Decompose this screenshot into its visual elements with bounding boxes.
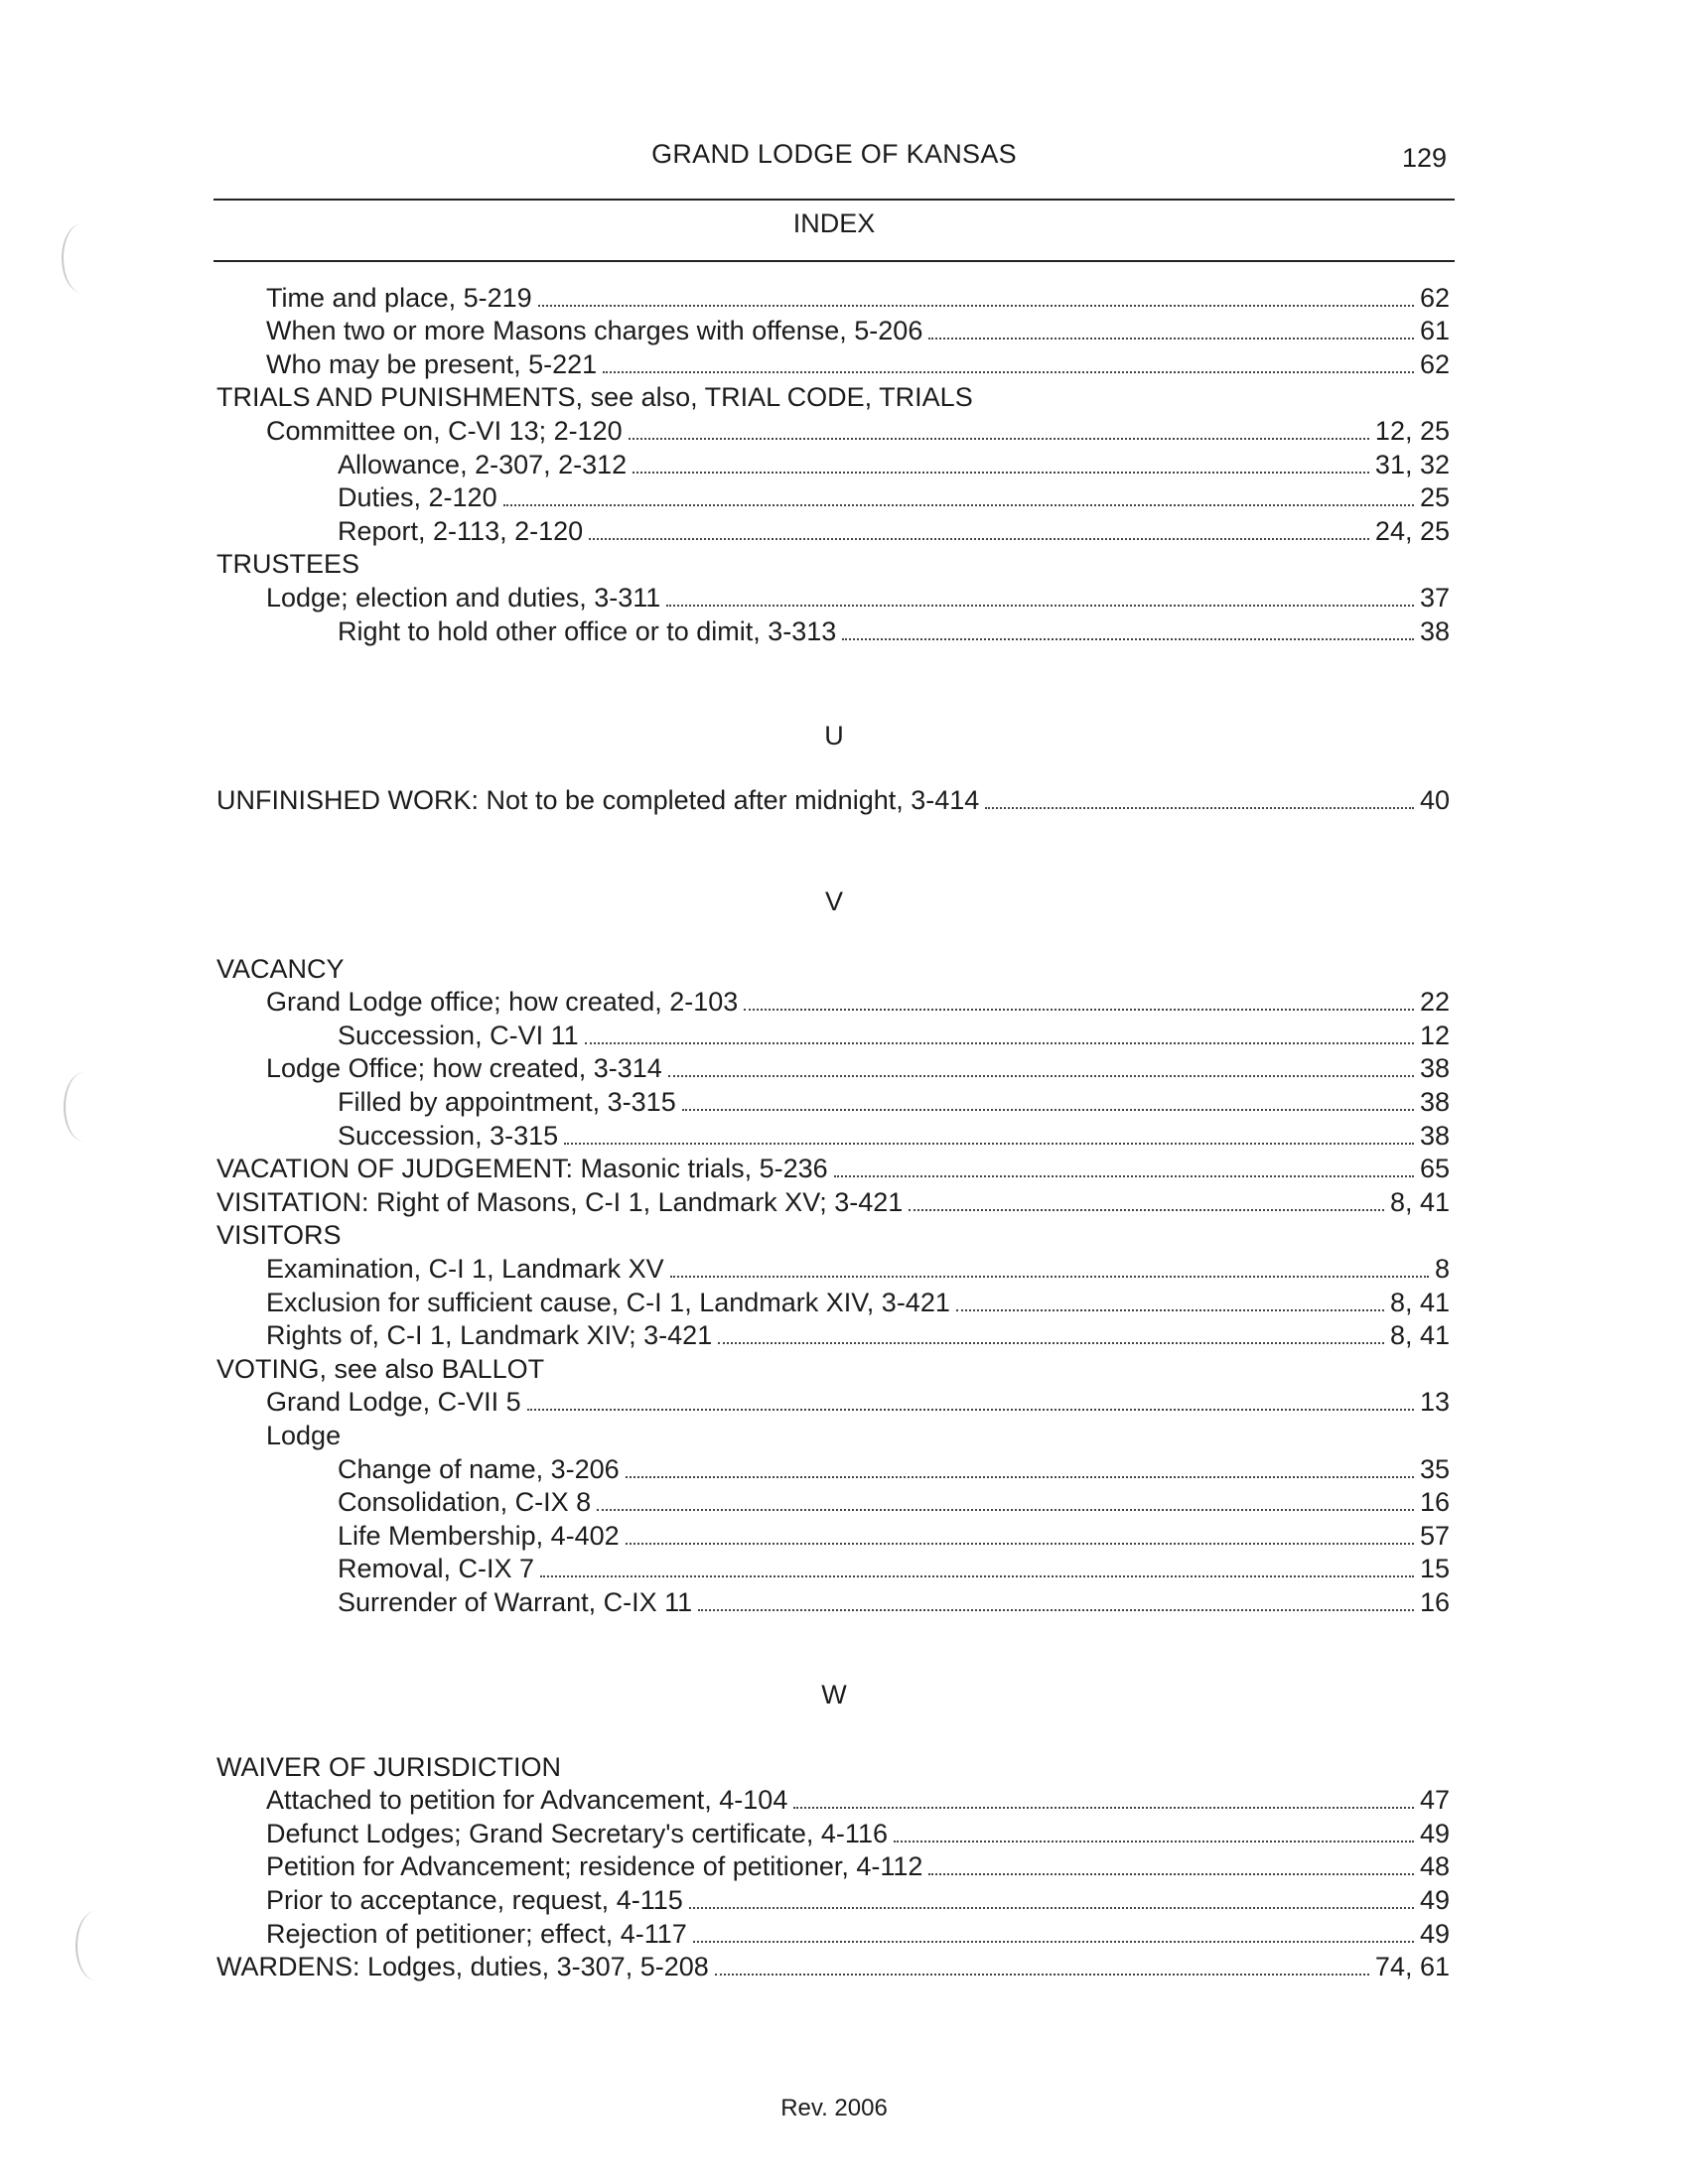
entry-page-ref: 38 xyxy=(1419,1120,1450,1151)
entry-page-ref: 8, 41 xyxy=(1389,1287,1450,1317)
entry-page-ref: 47 xyxy=(1419,1785,1450,1816)
entry-label: Right to hold other office or to dimit, 3-313 xyxy=(338,615,837,646)
index-entry xyxy=(216,1182,1458,1216)
index-entry xyxy=(216,411,1458,445)
index-entry xyxy=(216,1550,1458,1583)
entry-page-ref: 22 xyxy=(1419,987,1450,1018)
entry-page-ref: 65 xyxy=(1419,1154,1450,1184)
entry-page-ref: 38 xyxy=(1419,1053,1450,1084)
entry-page-ref: 74, 61 xyxy=(1374,1952,1450,1982)
page-header xyxy=(213,139,1455,183)
index-entry xyxy=(216,1082,1458,1116)
header-rule xyxy=(213,199,1455,201)
index-entry xyxy=(216,1216,1458,1250)
entry-page-ref: 38 xyxy=(1419,615,1450,646)
dot-leader xyxy=(698,1609,1414,1611)
entry-label: Change of name, 3-206 xyxy=(338,1453,620,1484)
dot-leader xyxy=(842,638,1414,640)
entry-page-ref: 8, 41 xyxy=(1389,1320,1450,1351)
dot-leader xyxy=(956,1309,1384,1311)
dot-leader xyxy=(585,1042,1414,1044)
index-block-v xyxy=(216,949,1458,1616)
header-title: GRAND LODGE OF KANSAS xyxy=(651,139,1017,169)
scan-artifact-mark xyxy=(64,1072,105,1142)
entry-label: Grand Lodge, C-VII 5 xyxy=(266,1387,521,1418)
index-entry xyxy=(216,1116,1458,1150)
letter-heading-w: W xyxy=(821,1680,847,1709)
entry-page-ref: 16 xyxy=(1419,1586,1450,1617)
index-block-u xyxy=(216,780,1458,814)
entry-label: WAIVER OF JURISDICTION xyxy=(216,1751,562,1782)
index-entry xyxy=(216,1880,1458,1914)
entry-label: Exclusion for sufficient cause, C-I 1, Landmark XIV, 3-421 xyxy=(266,1287,950,1317)
dot-leader xyxy=(629,438,1369,440)
index-entry xyxy=(216,1316,1458,1350)
section-rule xyxy=(213,260,1455,262)
entry-label: Consolidation, C-IX 8 xyxy=(338,1487,592,1518)
entry-label: UNFINISHED WORK: Not to be completed after midnight, 3-414 xyxy=(216,784,980,815)
entry-page-ref: 49 xyxy=(1419,1918,1450,1949)
entry-label: Petition for Advancement; residence of petitioner, 4-112 xyxy=(266,1851,923,1882)
dot-leader xyxy=(589,538,1369,540)
index-block-t xyxy=(216,278,1458,645)
entry-label: Prior to acceptance, request, 4-115 xyxy=(266,1884,683,1915)
dot-leader xyxy=(744,1009,1414,1011)
entry-label: Who may be present, 5-221 xyxy=(266,348,598,379)
dot-leader xyxy=(626,1543,1414,1545)
entry-page-ref: 40 xyxy=(1419,784,1450,815)
index-entry xyxy=(216,1847,1458,1881)
index-entry xyxy=(216,511,1458,545)
index-entry xyxy=(216,780,1458,814)
index-entry xyxy=(216,1582,1458,1616)
index-entry xyxy=(216,445,1458,478)
index-entry xyxy=(216,1814,1458,1847)
index-entry xyxy=(216,1349,1458,1383)
entry-page-ref: 62 xyxy=(1419,282,1450,313)
entry-label: Succession, 3-315 xyxy=(338,1120,559,1151)
entry-label: Grand Lodge office; how created, 2-103 xyxy=(266,987,739,1018)
entry-page-ref: 49 xyxy=(1419,1884,1450,1915)
index-entry xyxy=(216,983,1458,1017)
index-entry xyxy=(216,478,1458,512)
entry-label: Report, 2-113, 2-120 xyxy=(338,515,584,546)
dot-leader xyxy=(666,605,1414,607)
index-block-w xyxy=(216,1747,1458,1980)
index-entry xyxy=(216,1383,1458,1417)
index-entry xyxy=(216,1516,1458,1550)
index-entry xyxy=(216,1016,1458,1049)
index-entry xyxy=(216,545,1458,579)
entry-page-ref: 38 xyxy=(1419,1086,1450,1117)
entry-label: Committee on, C-VI 13; 2-120 xyxy=(266,415,623,446)
entry-label: Allowance, 2-307, 2-312 xyxy=(338,449,628,479)
entry-label: Rights of, C-I 1, Landmark XIV; 3-421 xyxy=(266,1320,713,1351)
scan-artifact-mark xyxy=(62,223,103,293)
dot-leader xyxy=(693,1941,1414,1943)
entry-page-ref: 49 xyxy=(1419,1818,1450,1848)
index-entry xyxy=(216,1747,1458,1781)
entry-page-ref: 16 xyxy=(1419,1487,1450,1518)
entry-label: VISITATION: Right of Masons, C-I 1, Landmark XV; 3-421 xyxy=(216,1186,904,1217)
entry-label: Attached to petition for Advancement, 4-104 xyxy=(266,1785,788,1816)
dot-leader xyxy=(527,1409,1414,1411)
entry-page-ref: 13 xyxy=(1419,1387,1450,1418)
entry-label: VACANCY xyxy=(216,953,345,984)
letter-heading-u: U xyxy=(824,721,844,751)
index-entry xyxy=(216,312,1458,345)
entry-page-ref: 25 xyxy=(1419,482,1450,513)
entry-label: Filled by appointment, 3-315 xyxy=(338,1086,676,1117)
entry-label: Defunct Lodges; Grand Secretary's certificate, 4-116 xyxy=(266,1818,888,1848)
section-title: INDEX xyxy=(792,208,876,238)
dot-leader xyxy=(670,1276,1429,1278)
index-entry xyxy=(216,378,1458,412)
page-number: 129 xyxy=(1401,143,1447,173)
entry-label: VACATION OF JUDGEMENT: Masonic trials, 5-236 xyxy=(216,1154,828,1184)
dot-leader xyxy=(503,504,1414,506)
dot-leader xyxy=(928,1873,1414,1875)
dot-leader xyxy=(793,1807,1414,1809)
index-entry xyxy=(216,1416,1458,1449)
dot-leader xyxy=(540,1575,1414,1577)
dot-leader xyxy=(928,338,1414,340)
index-entry xyxy=(216,949,1458,983)
dot-leader xyxy=(633,472,1369,474)
dot-leader xyxy=(626,1476,1414,1478)
entry-page-ref: 62 xyxy=(1419,348,1450,379)
entry-label: Time and place, 5-219 xyxy=(266,282,532,313)
index-entry xyxy=(216,1150,1458,1183)
entry-label: WARDENS: Lodges, duties, 3-307, 5-208 xyxy=(216,1952,709,1982)
entry-label: VISITORS xyxy=(216,1220,342,1251)
index-entry xyxy=(216,1049,1458,1083)
dot-leader xyxy=(834,1175,1414,1177)
dot-leader xyxy=(909,1209,1384,1211)
entry-label: Lodge Office; how created, 3-314 xyxy=(266,1053,662,1084)
index-entry xyxy=(216,278,1458,312)
dot-leader xyxy=(718,1342,1384,1344)
entry-page-ref: 8, 41 xyxy=(1389,1186,1450,1217)
entry-label: Rejection of petitioner; effect, 4-117 xyxy=(266,1918,687,1949)
dot-leader xyxy=(985,807,1414,809)
entry-page-ref: 57 xyxy=(1419,1520,1450,1551)
revision-footer: Rev. 2006 xyxy=(780,2095,888,2121)
index-entry xyxy=(216,1449,1458,1483)
entry-label: Life Membership, 4-402 xyxy=(338,1520,620,1551)
entry-label: Lodge; election and duties, 3-311 xyxy=(266,582,661,613)
dot-leader xyxy=(597,1509,1414,1511)
entry-label: Duties, 2-120 xyxy=(338,482,497,513)
entry-page-ref: 35 xyxy=(1419,1453,1450,1484)
dot-leader xyxy=(603,371,1414,373)
entry-label: Succession, C-VI 11 xyxy=(338,1020,579,1050)
index-entry xyxy=(216,1914,1458,1948)
dot-leader xyxy=(715,1974,1369,1976)
dot-leader xyxy=(682,1109,1414,1111)
dot-leader xyxy=(668,1075,1414,1077)
index-entry xyxy=(216,344,1458,378)
entry-page-ref: 8 xyxy=(1434,1253,1450,1284)
index-entry xyxy=(216,1483,1458,1517)
entry-page-ref: 48 xyxy=(1419,1851,1450,1882)
index-entry xyxy=(216,1249,1458,1283)
letter-heading-v: V xyxy=(824,887,843,916)
entry-page-ref: 12, 25 xyxy=(1374,415,1450,446)
scan-artifact-mark xyxy=(75,1911,117,1980)
entry-label: Removal, C-IX 7 xyxy=(338,1554,535,1584)
dot-leader xyxy=(564,1143,1414,1145)
entry-page-ref: 61 xyxy=(1419,316,1450,346)
index-entry xyxy=(216,612,1458,645)
entry-label: VOTING, see also BALLOT xyxy=(216,1353,545,1384)
index-entry xyxy=(216,578,1458,612)
index-entry xyxy=(216,1948,1458,1981)
dot-leader xyxy=(538,305,1414,307)
entry-page-ref: 24, 25 xyxy=(1374,515,1450,546)
entry-page-ref: 12 xyxy=(1419,1020,1450,1050)
entry-page-ref: 15 xyxy=(1419,1554,1450,1584)
index-entry xyxy=(216,1781,1458,1815)
entry-page-ref: 37 xyxy=(1419,582,1450,613)
entry-label: TRIALS AND PUNISHMENTS, see also, TRIAL CODE, TRIALS xyxy=(216,382,973,413)
entry-label: When two or more Masons charges with offense, 5-206 xyxy=(266,316,923,346)
entry-label: Lodge xyxy=(266,1420,342,1450)
entry-label: Examination, C-I 1, Landmark XV xyxy=(266,1253,664,1284)
entry-label: TRUSTEES xyxy=(216,549,360,580)
dot-leader xyxy=(894,1841,1414,1843)
index-entry xyxy=(216,1283,1458,1316)
entry-page-ref: 31, 32 xyxy=(1374,449,1450,479)
entry-label: Surrender of Warrant, C-IX 11 xyxy=(338,1586,693,1617)
dot-leader xyxy=(689,1907,1414,1909)
